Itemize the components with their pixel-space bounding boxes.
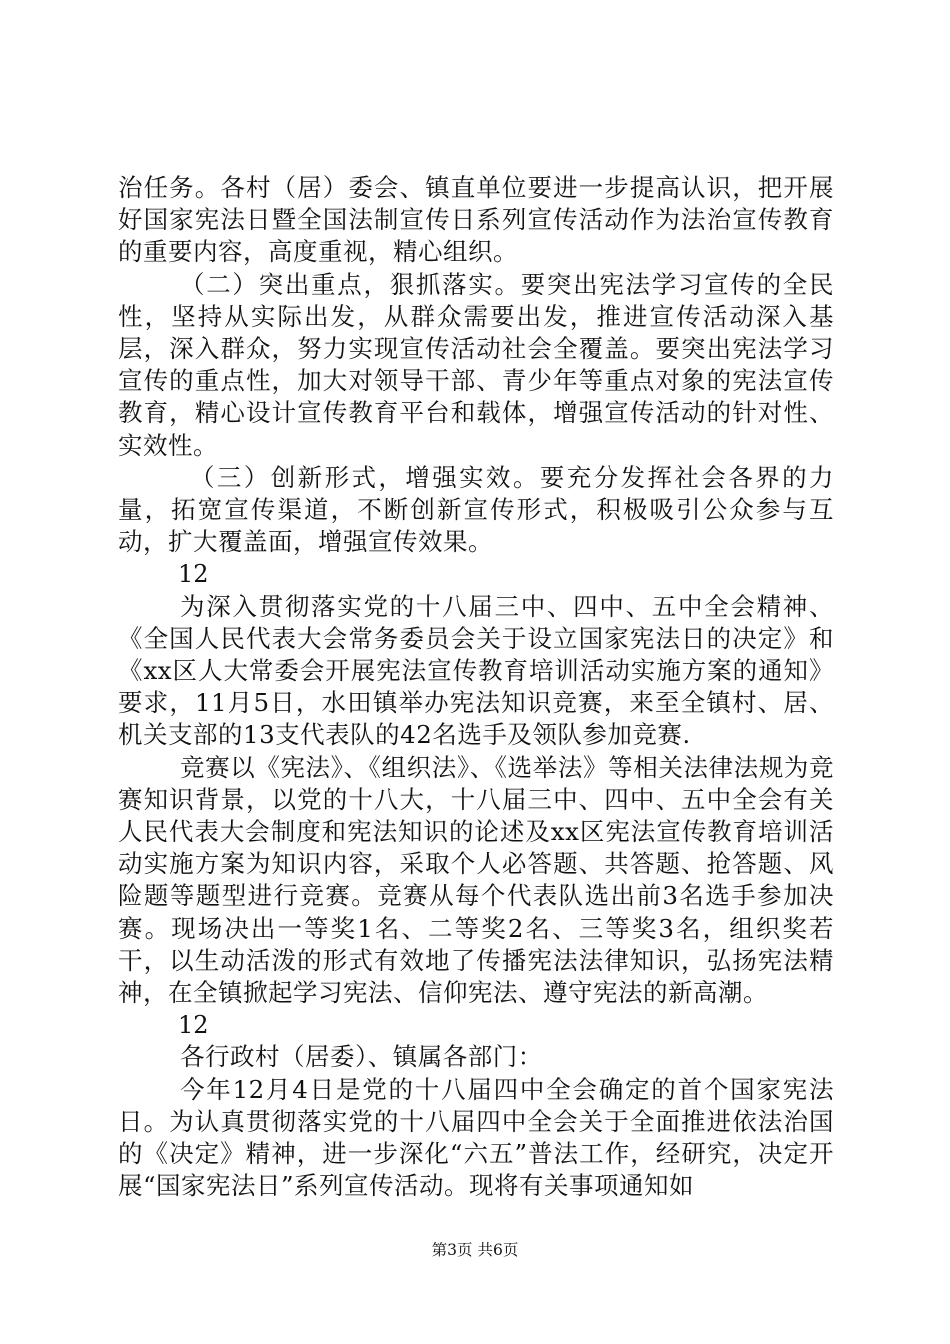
paragraph-3: （三）创新形式，增强实效。要充分发挥社会各界的力量，拓宽宣传渠道，不断创新宣传形式，积极吸引公众参与互动，扩大覆盖面，增强宣传效果。 xyxy=(118,462,834,557)
paragraph-4: 为深入贯彻落实党的十八届三中、四中、五中全会精神、《全国人民代表大会常务委员会关于设立国家宪法日的决定》和《xx区人大常委会开展宪法宣传教育培训活动实施方案的通知》要求，11月5日，水田镇举办宪法知识竞赛，来至全镇村、居、机关支部的13支代表队的42名选手及领队参加竞赛. xyxy=(118,591,834,750)
paragraph-5: 竞赛以《宪法》、《组织法》、《选举法》等相关法律法规为竞赛知识背景，以党的十八大，十八届三中、四中、五中全会有关人民代表大会制度和宪法知识的论述及xx区宪法宣传教育培训活动实施方案为知识内容，采取个人必答题、共答题、抢答题、风险题等题型进行竞赛。竞赛从每个代表队选出前3名选手参加决赛。现场决出一等奖1名、二等奖2名、三等奖3名，组织奖若干，以生动活泼的形式有效地了传播宪法法律知识，弘扬宪法精神，在全镇掀起学习宪法、信仰宪法、遵守宪法的新高潮。 xyxy=(118,752,834,1008)
page-footer: 第3页 共6页 xyxy=(431,1241,519,1259)
paragraph-6: 各行政村（居委）、镇属各部门： xyxy=(180,1042,543,1072)
paragraph-2: （二）突出重点，狠抓落实。要突出宪法学习宣传的全民性，坚持从实际出发，从群众需要出发，推进宣传活动深入基层，深入群众，努力实现宣传活动社会全覆盖。要突出宪法学习宣传的重点性，加大对领导干部、青少年等重点对象的宪法宣传教育，精心设计宣传教育平台和载体，增强宣传活动的针对性、实效性。 xyxy=(118,269,834,460)
document-body xyxy=(118,172,834,1203)
paragraph-1: 治任务。各村（居）委会、镇直单位要进一步提高认识，把开展好国家宪法日暨全国法制宣传日系列宣传活动作为法治宣传教育的重要内容，高度重视，精心组织。 xyxy=(118,173,834,267)
section-number-2: 12 xyxy=(178,1011,209,1040)
paragraph-7: 今年12月4日是党的十八届四中全会确定的首个国家宪法日。为认真贯彻落实党的十八届四中全会关于全面推进依法治国的《决定》精神，进一步深化“六五”普法工作，经研究，决定开展“国家宪法日”系列宣传活动。现将有关事项通知如 xyxy=(118,1074,834,1201)
section-number-1: 12 xyxy=(178,560,209,589)
